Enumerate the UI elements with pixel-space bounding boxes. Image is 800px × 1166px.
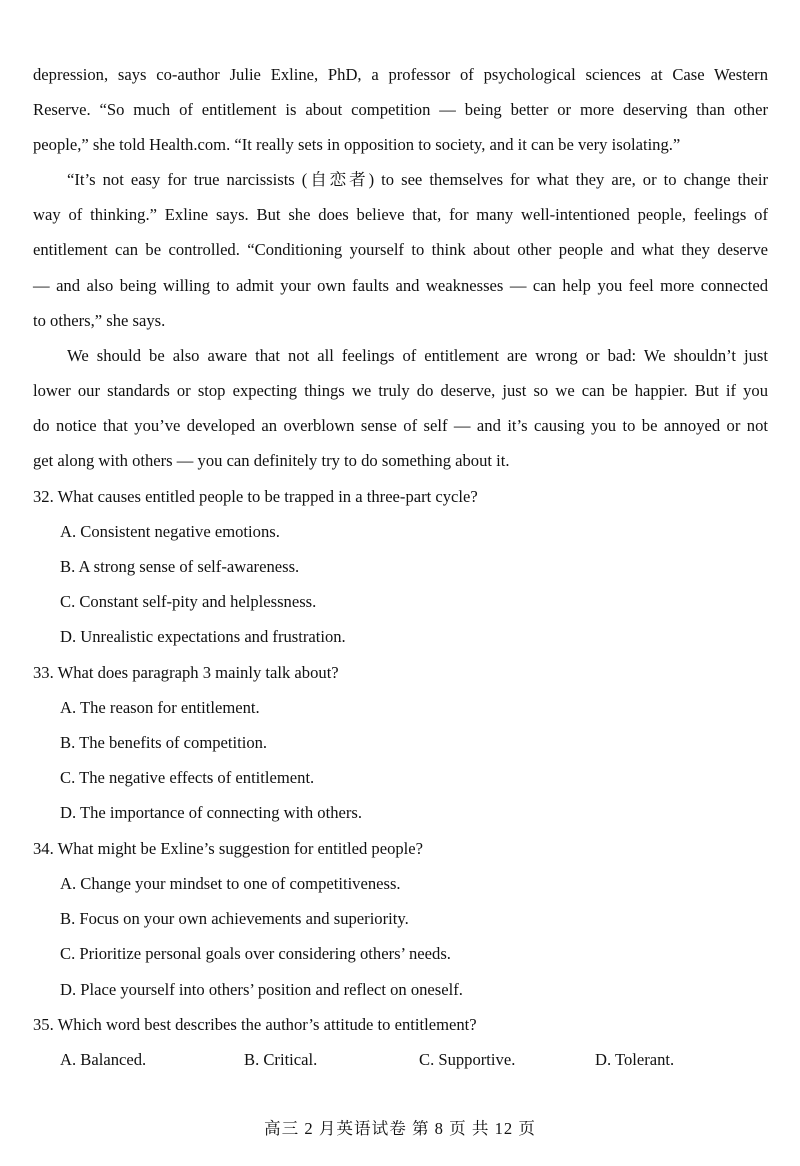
- passage-line: get along with others — you can definitely try to do something about it.: [33, 451, 510, 470]
- option-c: C. The negative effects of entitlement.: [60, 768, 315, 787]
- option-b: B. The benefits of competition.: [60, 733, 268, 752]
- option-b: B. Focus on your own achievements and superiority.: [60, 909, 409, 928]
- option-d: D. Tolerant.: [595, 1050, 675, 1069]
- passage-line: depression, says co-author Julie Exline, PhD, a professor of psychological sciences at Case Western: [33, 65, 768, 84]
- option-d: D. Place yourself into others’ position and reflect on oneself.: [60, 980, 463, 999]
- option-a: A. The reason for entitlement.: [60, 698, 260, 717]
- passage-line: to others,” she says.: [33, 311, 166, 330]
- question-stem: 33. What does paragraph 3 mainly talk about?: [33, 663, 339, 682]
- passage-line: entitlement can be controlled. “Conditioning yourself to think about other people and what they deserve: [33, 240, 768, 259]
- question-stem: 34. What might be Exline’s suggestion for entitled people?: [33, 839, 424, 858]
- option-b: B. A strong sense of self-awareness.: [60, 557, 300, 576]
- passage-line: do notice that you’ve developed an overblown sense of self — and it’s causing you to be annoyed or not: [33, 416, 768, 435]
- passage-line: way of thinking.” Exline says. But she does believe that, for many well-intentioned people, feelings of: [33, 205, 768, 224]
- option-c: C. Supportive.: [419, 1050, 516, 1069]
- passage-line: lower our standards or stop expecting things we truly do deserve, just so we can be happier. But if you: [33, 381, 768, 400]
- passage-line: We should be also aware that not all feelings of entitlement are wrong or bad: We shouldn’t just: [67, 346, 768, 365]
- option-d: D. The importance of connecting with others.: [60, 803, 362, 822]
- page-footer: 高三 2 月英语试卷 第 8 页 共 12 页: [264, 1119, 536, 1138]
- option-a: A. Balanced.: [60, 1050, 147, 1069]
- question-stem: 35. Which word best describes the author’s attitude to entitlement?: [33, 1015, 477, 1034]
- option-d: D. Unrealistic expectations and frustration.: [60, 627, 346, 646]
- option-b: B. Critical.: [244, 1050, 318, 1069]
- option-a: A. Consistent negative emotions.: [60, 522, 280, 541]
- passage-line: “It’s not easy for true narcissists (自恋者) to see themselves for what they are, or to change their: [67, 170, 768, 189]
- question-stem: 32. What causes entitled people to be trapped in a three-part cycle?: [33, 487, 478, 506]
- passage-line: people,” she told Health.com. “It really sets in opposition to society, and it can be very isolating.”: [33, 135, 681, 154]
- option-c: C. Constant self-pity and helplessness.: [60, 592, 317, 611]
- option-a: A. Change your mindset to one of competitiveness.: [60, 874, 401, 893]
- option-c: C. Prioritize personal goals over considering others’ needs.: [60, 944, 451, 963]
- passage-line: Reserve. “So much of entitlement is about competition — being better or more deserving than other: [33, 100, 768, 119]
- passage-line: — and also being willing to admit your own faults and weaknesses — can help you feel more connected: [33, 276, 768, 295]
